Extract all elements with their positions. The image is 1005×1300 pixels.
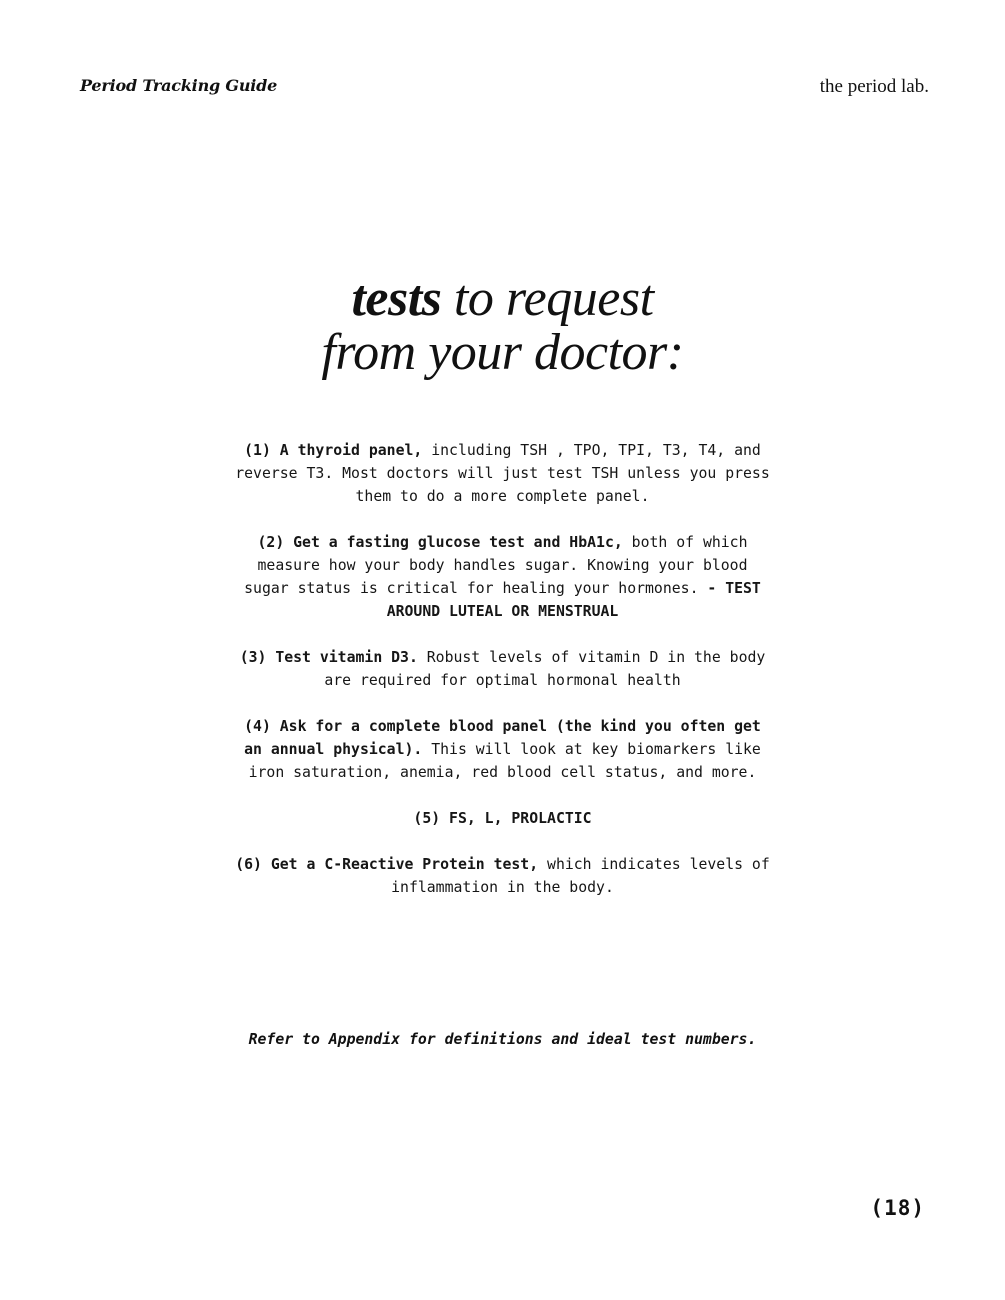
list-item — [232, 807, 773, 830]
title-line2: from your doctor: — [321, 324, 684, 381]
list-item — [232, 715, 773, 784]
list-item — [232, 853, 773, 899]
title-emphasis: tests — [351, 270, 442, 327]
brand-name: the period lab. — [819, 76, 929, 97]
item-heading: (2) Get a fasting glucose test and HbA1c, — [257, 534, 623, 551]
item-heading: (6) Get a C-Reactive Protein test, — [235, 856, 539, 873]
page-number: (18) — [870, 1196, 925, 1220]
page-title — [0, 272, 1005, 380]
item-text: which indicates levels of inflammation in the body. — [391, 856, 770, 896]
item-text: including TSH , TPO, TPI, T3, T4, and reverse T3. Most doctors will just test TSH unless you press them to do a more complete panel. — [235, 442, 770, 505]
test-list — [232, 439, 773, 922]
item-heading: (5) FS, L, PROLACTIC — [413, 810, 592, 827]
item-text: both of which measure how your body handles sugar. Knowing your blood sugar status is critical for healing your hormones. — [244, 534, 748, 597]
item-text: Robust levels of vitamin D in the body are required for optimal hormonal health — [324, 649, 766, 689]
title-line1-rest: to request — [441, 270, 654, 327]
item-heading: (4) Ask for a complete blood panel (the kind you often get an annual physical). — [244, 718, 761, 758]
item-note: - TEST AROUND LUTEAL OR MENSTRUAL — [386, 580, 761, 620]
list-item — [232, 439, 773, 508]
item-heading: (3) Test vitamin D3. — [239, 649, 418, 666]
item-text: This will look at key biomarkers like iron saturation, anemia, red blood cell status, and more. — [248, 741, 761, 781]
appendix-note: Refer to Appendix for definitions and ideal test numbers. — [248, 1031, 757, 1048]
list-item — [232, 646, 773, 692]
item-heading: (1) A thyroid panel, — [244, 442, 423, 459]
guide-title: Period Tracking Guide — [80, 76, 278, 95]
list-item — [232, 531, 773, 623]
